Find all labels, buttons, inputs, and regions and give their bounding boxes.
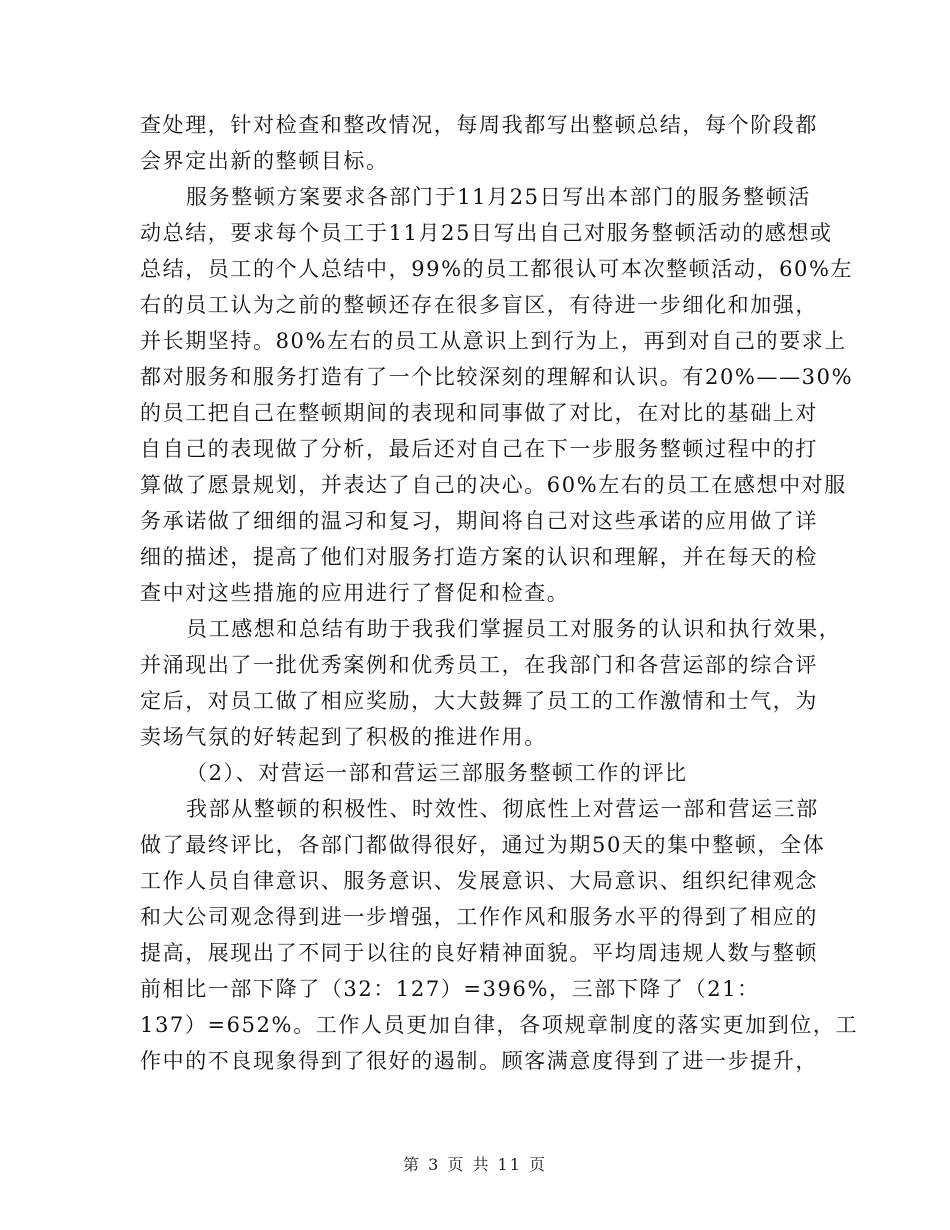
text-line: 137）=652%。工作人员更加自律，各项规章制度的落实更加到位，工: [140, 1013, 859, 1037]
text-line: 查处理，针对检查和整改情况，每周我都写出整顿总结，每个阶段都: [140, 113, 818, 137]
text-line: 并长期坚持。80%左右的员工从意识上到行为上，再到对自己的要求上: [140, 329, 847, 353]
text-line: 做了最终评比，各部门都做得很好，通过为期50天的集中整顿，全体: [140, 833, 826, 857]
text-line: 卖场气氛的好转起到了积极的推进作用。: [140, 725, 547, 749]
text-line: 前相比一部下降了（32：127）=396%，三部下降了（21：: [140, 977, 760, 1001]
text-line: 的员工把自己在整顿期间的表现和同事做了对比，在对比的基础上对: [140, 401, 818, 425]
text-line: 都对服务和服务打造有了一个比较深刻的理解和认识。有20%——30%: [140, 365, 854, 389]
text-line: 查中对这些措施的应用进行了督促和检查。: [140, 581, 570, 605]
text-line: 员工感想和总结有助于我我们掌握员工对服务的认识和执行效果，: [186, 617, 842, 641]
text-line: 动总结，要求每个员工于11月25日写出自己对服务整顿活动的感想或: [140, 221, 833, 245]
text-line: 右的员工认为之前的整顿还存在很多盲区，有待进一步细化和加强，: [140, 293, 818, 317]
text-line: 并涌现出了一批优秀案例和优秀员工，在我部门和各营运部的综合评: [140, 653, 818, 677]
page-number-footer: 第 3 页 共 11 页: [403, 1155, 547, 1174]
text-line: 和大公司观念得到进一步增强，工作作风和服务水平的得到了相应的: [140, 905, 818, 929]
text-line: 我部从整顿的积极性、时效性、彻底性上对营运一部和营运三部: [186, 797, 819, 821]
text-line: 定后，对员工做了相应奖励，大大鼓舞了员工的工作激情和士气，为: [140, 689, 818, 713]
text-line: 工作人员自律意识、服务意识、发展意识、大局意识、组织纪律观念: [140, 869, 818, 893]
text-line: 自自己的表现做了分析，最后还对自己在下一步服务整顿过程中的打: [140, 437, 818, 461]
text-line: 作中的不良现象得到了很好的遏制。顾客满意度得到了进一步提升，: [140, 1049, 818, 1073]
text-line: 算做了愿景规划，并表达了自己的决心。60%左右的员工在感想中对服: [140, 473, 847, 497]
section-heading: （2）、对营运一部和营运三部服务整顿工作的评比: [186, 761, 688, 785]
text-line: 提高，展现出了不同于以往的良好精神面貌。平均周违规人数与整顿: [140, 941, 818, 965]
text-line: 务承诺做了细细的温习和复习，期间将自己对这些承诺的应用做了详: [140, 509, 818, 533]
text-line: 总结，员工的个人总结中，99%的员工都很认可本次整顿活动，60%左: [140, 257, 854, 281]
text-line: 服务整顿方案要求各部门于11月25日写出本部门的服务整顿活: [186, 185, 811, 209]
text-line: 会界定出新的整顿目标。: [140, 149, 389, 173]
text-line: 细的描述，提高了他们对服务打造方案的认识和理解，并在每天的检: [140, 545, 818, 569]
